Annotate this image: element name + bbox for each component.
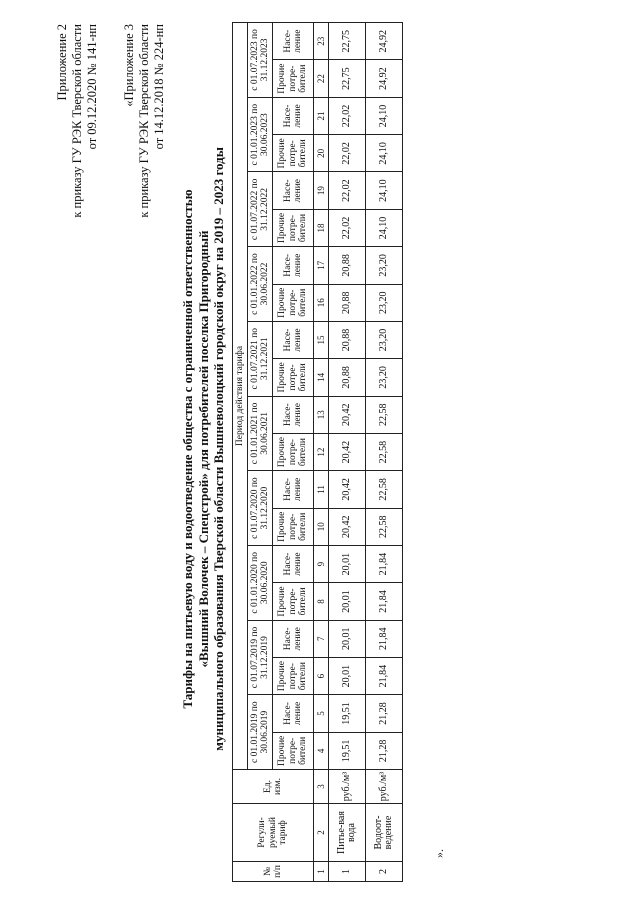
row-value: 20,88 (329, 284, 366, 321)
title-line3: муниципального образования Тверской области Вышневолоцкий городской округ на 2019 – 2023 годы (211, 147, 226, 751)
row-value: 20,42 (329, 396, 366, 433)
row-value: 23,20 (366, 284, 403, 321)
consumer-other-4: Прочие потре-бители (273, 508, 314, 545)
row-value: 22,58 (366, 396, 403, 433)
column-number-14: 14 (314, 359, 329, 396)
consumer-other-5: Прочие потре-бители (273, 433, 314, 470)
consumer-population-8: Насе-ление (273, 172, 314, 209)
consumer-other-9: Прочие потре-бители (273, 135, 314, 172)
column-number-13: 13 (314, 396, 329, 433)
row-value: 21,28 (366, 732, 403, 769)
consumer-other-7: Прочие потре-бители (273, 284, 314, 321)
title-line2: «Вышний Волочек – Спецстрой» для потребителей поселка Пригородный (195, 230, 211, 668)
consumer-population-10: Насе-ление (273, 23, 314, 60)
row-tariff-name: Питье-вая вода (329, 804, 366, 862)
row-value: 24,10 (366, 135, 403, 172)
row-value: 20,01 (329, 545, 366, 582)
row-value: 21,84 (366, 545, 403, 582)
consumer-other-10: Прочие потре-бители (273, 60, 314, 97)
period-4: с 01.07.2020 по 31.12.2020 (248, 471, 273, 546)
row-value: 23,20 (366, 359, 403, 396)
consumer-population-4: Насе-ление (273, 471, 314, 508)
appendix-2-line3: от 09.12.2020 № 141-нп (85, 24, 99, 150)
column-number-23: 23 (314, 23, 329, 60)
row-value: 24,10 (366, 209, 403, 246)
row-value: 23,20 (366, 247, 403, 284)
consumer-population-2: Насе-ление (273, 620, 314, 657)
column-number-11: 11 (314, 471, 329, 508)
appendix-3-line3: от 14.12.2018 № 224-нп (152, 24, 166, 150)
column-number-19: 19 (314, 172, 329, 209)
row-value: 20,42 (329, 471, 366, 508)
header-unit: Ед. изм. (233, 770, 314, 804)
column-number-row (314, 23, 329, 882)
column-number-5: 5 (314, 695, 329, 732)
row-value: 20,01 (329, 583, 366, 620)
period-5: с 01.01.2021 по 30.06.2021 (248, 396, 273, 471)
column-number-6: 6 (314, 657, 329, 694)
consumer-population-7: Насе-ление (273, 247, 314, 284)
row-value: 22,58 (366, 471, 403, 508)
column-number-12: 12 (314, 433, 329, 470)
row-number: 2 (366, 862, 403, 882)
row-value: 24,10 (366, 172, 403, 209)
row-tariff-name: Водоот-ведение (366, 804, 403, 862)
consumer-population-5: Насе-ление (273, 396, 314, 433)
period-6: с 01.07.2021 по 31.12.2021 (248, 321, 273, 396)
row-value: 19,51 (329, 695, 366, 732)
consumer-population-9: Насе-ление (273, 97, 314, 134)
tariff-table-body (233, 23, 403, 882)
row-unit: руб./м³ (366, 770, 403, 804)
row-value: 21,28 (366, 695, 403, 732)
row-value: 24,10 (366, 97, 403, 134)
consumer-other-6: Прочие потре-бители (273, 359, 314, 396)
column-number-21: 21 (314, 97, 329, 134)
header-row-dates (248, 23, 273, 882)
row-value: 22,02 (329, 97, 366, 134)
appendix-3-line2: к приказу ГУ РЭК Тверской области (137, 24, 151, 218)
row-value: 24,92 (366, 60, 403, 97)
period-2: с 01.07.2019 по 31.12.2019 (248, 620, 273, 695)
header-period: Период действия тарифа (233, 23, 248, 770)
tariff-table (232, 22, 403, 882)
column-number-7: 7 (314, 620, 329, 657)
consumer-other-3: Прочие потре-бители (273, 583, 314, 620)
row-value: 20,42 (329, 508, 366, 545)
period-1: с 01.01.2019 по 30.06.2019 (248, 695, 273, 770)
period-7: с 01.01.2022 по 30.06.2022 (248, 247, 273, 322)
row-value: 24,92 (366, 23, 403, 60)
column-number-9: 9 (314, 545, 329, 582)
column-number-22: 22 (314, 60, 329, 97)
appendix-3-line1: «Приложение 3 (122, 24, 136, 107)
column-number-17: 17 (314, 247, 329, 284)
row-value: 20,01 (329, 620, 366, 657)
table-row (366, 23, 403, 882)
closing-quote: ». (432, 849, 446, 858)
table-row (329, 23, 366, 882)
consumer-population-3: Насе-ление (273, 545, 314, 582)
header-no: № п/п (233, 862, 314, 882)
period-9: с 01.01.2023 по 30.06.2023 (248, 97, 273, 172)
row-value: 20,88 (329, 247, 366, 284)
row-value: 20,01 (329, 657, 366, 694)
row-value: 22,02 (329, 135, 366, 172)
row-unit: руб./м³ (329, 770, 366, 804)
header-row-consumers (273, 23, 314, 882)
column-number-10: 10 (314, 508, 329, 545)
row-value: 20,88 (329, 321, 366, 358)
appendix-3-header (122, 24, 167, 304)
title-line1: Тарифы на питьевую воду и водоотведение общества с ограниченной ответственностью (180, 189, 195, 709)
row-value: 21,84 (366, 620, 403, 657)
period-3: с 01.01.2020 по 30.06.2020 (248, 545, 273, 620)
row-value: 21,84 (366, 583, 403, 620)
period-8: с 01.07.2022 по 31.12.2022 (248, 172, 273, 247)
consumer-other-8: Прочие потре-бители (273, 209, 314, 246)
row-value: 22,75 (329, 60, 366, 97)
header-row-period (233, 23, 248, 882)
row-value: 22,58 (366, 433, 403, 470)
row-value: 19,51 (329, 732, 366, 769)
column-number-8: 8 (314, 583, 329, 620)
column-number-16: 16 (314, 284, 329, 321)
consumer-population-1: Насе-ление (273, 695, 314, 732)
row-value: 21,84 (366, 657, 403, 694)
column-number-2: 2 (314, 804, 329, 862)
header-tariff: Регули-руемый тариф (233, 804, 314, 862)
consumer-population-6: Насе-ление (273, 321, 314, 358)
appendix-2-line1: Приложение 2 (55, 24, 69, 101)
appendix-2-line2: к приказу ГУ РЭК Тверской области (70, 24, 84, 218)
column-number-18: 18 (314, 209, 329, 246)
row-value: 22,58 (366, 508, 403, 545)
row-value: 22,02 (329, 209, 366, 246)
consumer-other-2: Прочие потре-бители (273, 657, 314, 694)
row-value: 22,75 (329, 23, 366, 60)
row-value: 22,02 (329, 172, 366, 209)
appendix-2-header (55, 24, 100, 304)
row-value: 23,20 (366, 321, 403, 358)
column-number-1: 1 (314, 862, 329, 882)
column-number-4: 4 (314, 732, 329, 769)
row-value: 20,88 (329, 359, 366, 396)
column-number-15: 15 (314, 321, 329, 358)
document-title (180, 14, 227, 884)
consumer-other-1: Прочие потре-бители (273, 732, 314, 769)
period-10: с 01.07.2023 по 31.12.2023 (248, 23, 273, 98)
column-number-20: 20 (314, 135, 329, 172)
row-number: 1 (329, 862, 366, 882)
row-value: 20,42 (329, 433, 366, 470)
column-number-3: 3 (314, 770, 329, 804)
